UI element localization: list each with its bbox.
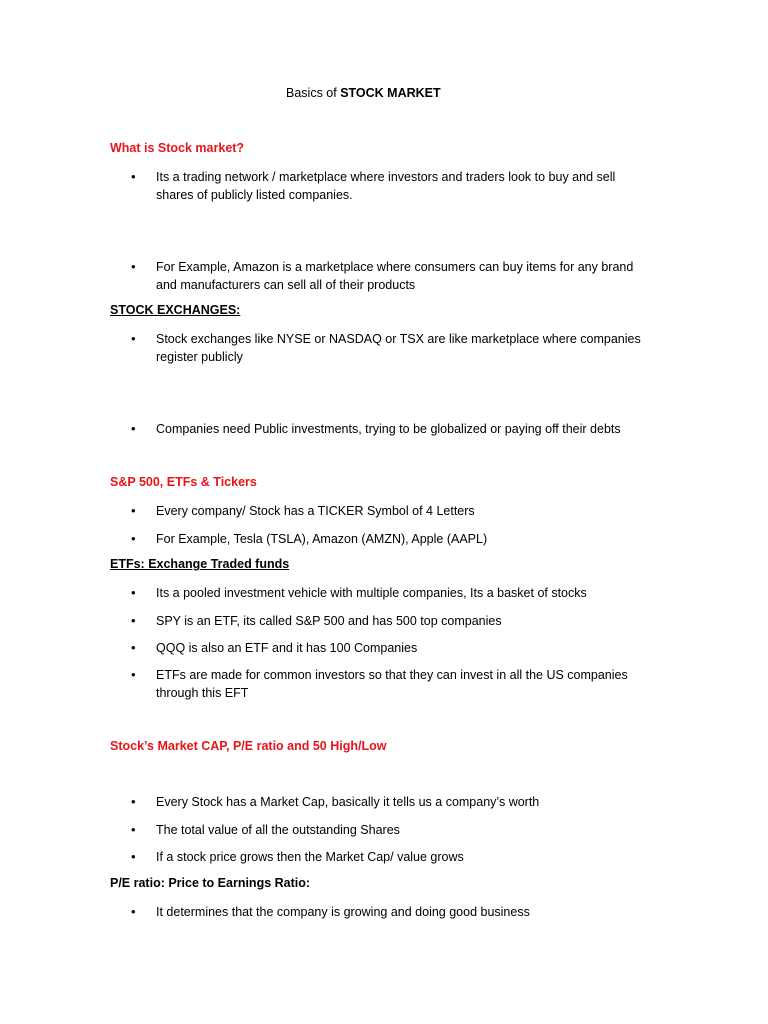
bullet-text — [156, 258, 633, 294]
bullet-line: For Example, Amazon is a marketplace where consumers can buy items for any brand — [156, 260, 634, 274]
bullet-text — [156, 666, 628, 702]
bullet-icon: • — [131, 531, 136, 546]
bullet-icon: • — [131, 331, 136, 346]
bullet-icon: • — [131, 849, 136, 864]
bullet-icon: • — [131, 613, 136, 628]
bullet-line: through this EFT — [156, 686, 249, 700]
bullet-line: ETFs are made for common investors so that they can invest in all the US companies — [156, 668, 628, 682]
bullet-text — [156, 168, 615, 204]
bullet-line: register publicly — [156, 350, 243, 364]
bullet-text: Every company/ Stock has a TICKER Symbol of 4 Letters — [156, 504, 475, 518]
bullet-line: shares of publicly listed companies. — [156, 188, 353, 202]
bullet-line: Its a trading network / marketplace where investors and traders look to buy and sell — [156, 170, 616, 184]
bullet-line: and manufacturers can sell all of their products — [156, 278, 416, 292]
bullet-icon: • — [131, 585, 136, 600]
bullet-icon: • — [131, 640, 136, 655]
page-title-bold: STOCK MARKET — [340, 86, 441, 100]
bullet-text — [156, 330, 641, 366]
bullet-text: Every Stock has a Market Cap, basically it tells us a company’s worth — [156, 795, 540, 809]
bullet-text: The total value of all the outstanding Shares — [156, 823, 400, 837]
bullet-text: SPY is an ETF, its called S&P 500 and has 500 top companies — [156, 614, 502, 628]
section-heading-market-cap-pe: Stock’s Market CAP, P/E ratio and 50 High/Low — [110, 739, 387, 753]
bullet-icon: • — [131, 503, 136, 518]
bullet-icon: • — [131, 822, 136, 837]
section-heading-etfs: ETFs: Exchange Traded funds — [110, 557, 290, 571]
bullet-text: If a stock price grows then the Market Cap/ value grows — [156, 850, 464, 864]
bullet-line: Stock exchanges like NYSE or NASDAQ or TSX are like marketplace where companies — [156, 332, 641, 346]
section-heading-stock-exchanges: STOCK EXCHANGES: — [110, 303, 241, 317]
section-heading-sp500-etfs-tickers: S&P 500, ETFs & Tickers — [110, 475, 257, 489]
bullet-icon: • — [131, 667, 136, 682]
bullet-icon: • — [131, 904, 136, 919]
bullet-text: For Example, Tesla (TSLA), Amazon (AMZN), Apple (AAPL) — [156, 532, 488, 546]
page-title — [286, 86, 441, 100]
page-title-prefix: Basics of — [286, 86, 341, 100]
section-heading-pe-ratio: P/E ratio: Price to Earnings Ratio: — [110, 876, 311, 890]
bullet-icon: • — [131, 259, 136, 274]
bullet-text: It determines that the company is growing and doing good business — [156, 905, 530, 919]
bullet-icon: • — [131, 794, 136, 809]
bullet-text: Companies need Public investments, trying to be globalized or paying off their debts — [156, 422, 621, 436]
section-heading-what-is-stock-market: What is Stock market? — [110, 141, 245, 155]
bullet-icon: • — [131, 169, 136, 184]
bullet-icon: • — [131, 421, 136, 436]
bullet-text: Its a pooled investment vehicle with multiple companies, Its a basket of stocks — [156, 586, 587, 600]
bullet-text: QQQ is also an ETF and it has 100 Companies — [156, 641, 418, 655]
